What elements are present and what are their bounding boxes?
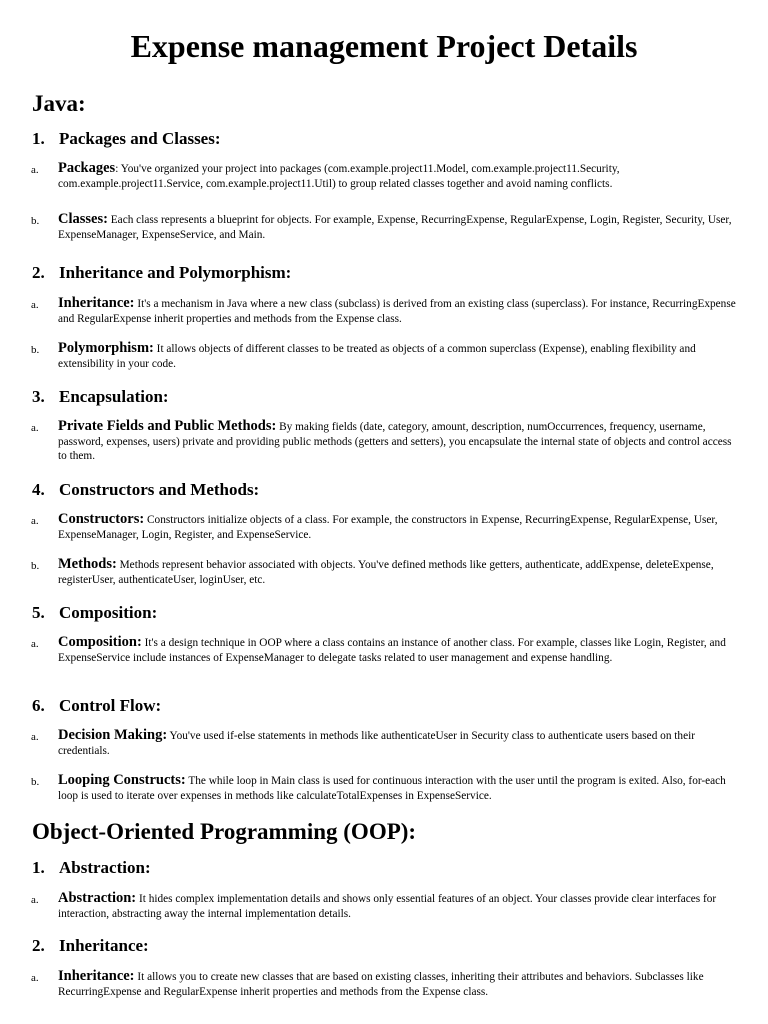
list-item: [31, 419, 743, 464]
list-item: [31, 635, 743, 665]
item-marker: b.: [31, 776, 40, 788]
section-number: 4.: [32, 480, 45, 499]
oop-section-2-heading: [32, 936, 149, 956]
item-term: Methods:: [58, 556, 117, 572]
java-heading: Java:: [32, 91, 86, 116]
item-marker: a.: [31, 894, 39, 906]
item-term: Inheritance:: [58, 968, 135, 984]
section-title: Constructors and Methods:: [59, 480, 260, 499]
item-marker: a.: [31, 731, 39, 743]
section-number: 2.: [32, 263, 45, 282]
section-title: Inheritance:: [59, 936, 149, 955]
item-term: Composition:: [58, 634, 142, 650]
item-text: You've used if-else statements in methods like authenticateUser in Security class to authenticate users based on their credentials.: [58, 730, 695, 757]
section-title: Abstraction:: [59, 858, 151, 877]
item-term: Constructors:: [58, 511, 145, 527]
java-section-4-heading: [32, 480, 259, 500]
item-text: It's a design technique in OOP where a class contains an instance of another class. For example, classes like Login, Register, and ExpenseService include instances of ExpenseManager to delegate tasks related to user management and expense handling.: [58, 637, 726, 664]
list-item: [31, 557, 743, 587]
item-marker: a.: [31, 972, 39, 984]
item-text: : You've organized your project into packages (com.example.project11.Model, com.example.project11.Security, com.example.project11.Service, com.example.project11.Util) to group related classes together and avoid naming conflicts.: [58, 163, 620, 190]
list-item: [31, 512, 743, 542]
item-text: Each class represents a blueprint for objects. For example, Expense, RecurringExpense, RegularExpense, Login, Register, Security, User, ExpenseManager, ExpenseService, and Main.: [58, 214, 732, 241]
section-number: 1.: [32, 129, 45, 148]
item-text: The while loop in Main class is used for continuous interaction with the user until the program is exited. Also, for-each loop is used to iterate over expenses in methods like calculateTotalExpenses in ExpenseService.: [58, 775, 726, 802]
list-item: [31, 891, 743, 921]
java-section-2-heading: [32, 263, 291, 283]
section-title: Inheritance and Polymorphism:: [59, 263, 292, 282]
item-term: Packages: [58, 160, 116, 176]
list-item: [31, 212, 743, 242]
java-section-1-heading: [32, 129, 221, 149]
oop-heading: Object-Oriented Programming (OOP):: [32, 819, 417, 844]
item-marker: a.: [31, 422, 39, 434]
item-text: It's a mechanism in Java where a new class (subclass) is derived from an existing class (superclass). For instance, RecurringExpense and RegularExpense inherit properties and methods from the Expense class.: [58, 298, 736, 325]
item-text: Methods represent behavior associated with objects. You've defined methods like getters, authenticate, addExpense, deleteExpense, registerUser, authenticateUser, loginUser, etc.: [58, 559, 714, 586]
item-term: Decision Making:: [58, 727, 168, 743]
item-marker: b.: [31, 344, 40, 356]
list-item: [31, 773, 743, 803]
item-marker: b.: [31, 560, 40, 572]
section-number: 1.: [32, 858, 45, 877]
list-item: [31, 728, 743, 758]
item-term: Polymorphism:: [58, 340, 154, 356]
section-number: 2.: [32, 936, 45, 955]
java-section-3-heading: [32, 387, 169, 407]
list-item: [31, 969, 743, 999]
item-term: Classes:: [58, 211, 108, 227]
item-marker: a.: [31, 638, 39, 650]
item-marker: a.: [31, 515, 39, 527]
section-title: Encapsulation:: [59, 387, 169, 406]
section-number: 6.: [32, 696, 45, 715]
item-text: By making fields (date, category, amount, description, numOccurrences, frequency, username, password, expenses, users) private and providing public methods (getters and setters), you encapsulate the internal state of objects and control access to them.: [58, 421, 732, 463]
section-title: Composition:: [59, 603, 158, 622]
item-text: It hides complex implementation details and shows only essential features of an object. Your classes provide clear interfaces for interaction, abstracting away the internal implementation details.: [58, 893, 717, 920]
item-text: It allows objects of different classes to be treated as objects of a common superclass (Expense), enabling flexibility and extensibility in your code.: [58, 343, 696, 370]
item-term: Looping Constructs:: [58, 772, 186, 788]
item-marker: a.: [31, 299, 39, 311]
item-term: Private Fields and Public Methods:: [58, 418, 277, 434]
section-title: Control Flow:: [59, 696, 162, 715]
item-text: Constructors initialize objects of a class. For example, the constructors in Expense, RecurringExpense, RegularExpense, User, ExpenseManager, Login, Register, and ExpenseService.: [58, 514, 718, 541]
list-item: [31, 296, 743, 326]
java-section-6-heading: [32, 696, 161, 716]
item-text: It allows you to create new classes that are based on existing classes, inheriting their attributes and behaviors. Subclasses like RecurringExpense and RegularExpense inherit properties and methods from the Expense class.: [58, 971, 704, 998]
list-item: [31, 341, 743, 371]
item-marker: b.: [31, 215, 40, 227]
section-number: 5.: [32, 603, 45, 622]
page-title: Expense management Project Details: [130, 28, 638, 64]
oop-section-1-heading: [32, 858, 151, 878]
section-number: 3.: [32, 387, 45, 406]
item-marker: a.: [31, 164, 39, 176]
item-term: Abstraction:: [58, 890, 137, 906]
section-title: Packages and Classes:: [59, 129, 221, 148]
list-item: [31, 161, 743, 191]
item-term: Inheritance:: [58, 295, 135, 311]
java-section-5-heading: [32, 603, 157, 623]
